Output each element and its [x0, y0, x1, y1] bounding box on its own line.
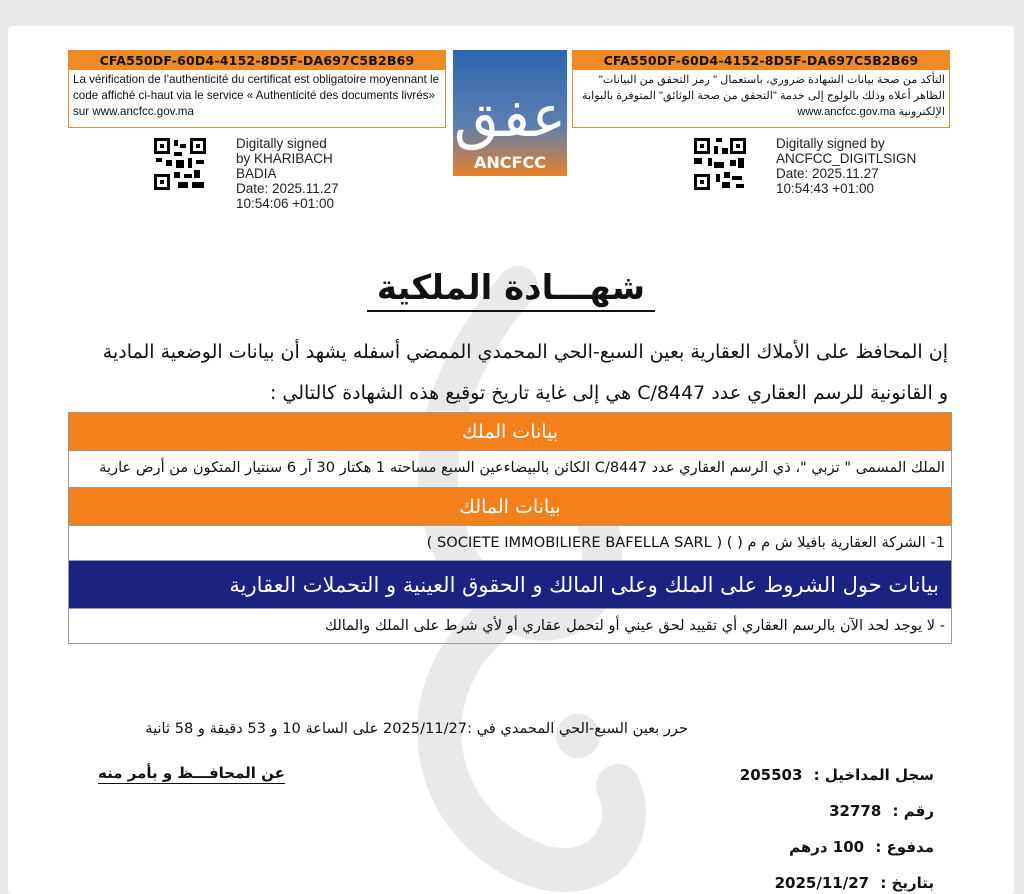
certificate-page	[8, 26, 1014, 894]
receipt-meta	[740, 762, 934, 894]
conditions-text: - لا يوجد لحد الآن بالرسم العقاري أي تقييد لحق عيني أو لتحمل عقاري أو لأي شرط على الملك والمالك	[325, 617, 945, 634]
logo-arabic-mark: عفق	[453, 82, 567, 150]
property-text: الملك المسمى " تزبي "، ذي الرسم العقاري عدد C/8447 الكائن بالبيضاءعين السبع مساحته 1 هكتار 30 آر 6 سنتيار المتكون من أرض عارية	[69, 451, 951, 488]
paid-row: مدفوع : 100 درهم	[789, 838, 934, 856]
page-title: شهـــادة الملكية	[8, 268, 1014, 308]
signature-text-1: Digitally signed by KHARIBACH BADIA Date: 2025.11.27 10:54:06 +01:00	[236, 136, 339, 211]
logo-text: ANCFCC	[474, 153, 546, 172]
verification-code: CFA550DF-60D4-4152-8D5F-DA697C5B2B69	[69, 51, 445, 70]
issued-statement: حرر بعين السبع-الحي المحمدي في :2025/11/27 على الساعة 10 و 53 دقيقة و 58 ثانية	[145, 720, 688, 737]
signer-label: عن المحافـــظ و بأمر منه	[98, 764, 285, 782]
digital-signature-2	[694, 136, 916, 196]
signature-text-2: Digitally signed by ANCFCC_DIGITLSIGN Date: 2025.11.27 10:54:43 +01:00	[776, 136, 917, 196]
property-heading: بيانات الملك	[69, 413, 951, 451]
digital-signature-1	[154, 136, 339, 211]
verification-text-ar: التأكد من صحة بيانات الشهادة ضروري، باستعمال " رمز التحقق من البيانات" الظاهر أعلاه وذلك بالولوج إلى خدمة "التحقق من صحة الوثائق" المتوفرة بالبوابة الإلكترونية www.ancfcc.gov.ma	[581, 74, 945, 118]
qr-code-icon	[694, 138, 746, 190]
conditions-heading: بيانات حول الشروط على الملك وعلى المالك و الحقوق العينية و التحملات العقارية	[69, 561, 951, 609]
qr-code-icon	[154, 138, 206, 190]
verification-code-ar: CFA550DF-60D4-4152-8D5F-DA697C5B2B69	[573, 51, 949, 70]
owner-heading: بيانات المالك	[69, 488, 951, 526]
register-row: سجل المداخيل : 205503	[739, 766, 934, 784]
number-row: رقم : 32778	[829, 802, 934, 820]
intro-paragraph: إن المحافظ على الأملاك العقارية بعين السبع-الحي المحمدي الممضي أسفله يشهد أن بيانات الوضعية المادية و القانونية للرسم العقاري عدد C/8447 هي إلى غاية تاريخ توقيع هذه الشهادة كالتالي :	[102, 341, 948, 404]
owner-text: 1- الشركة العقارية بافيلا ش م م ( ) ( SOCIETE IMMOBILIERE BAFELLA SARL )	[69, 526, 951, 561]
certificate-table	[68, 412, 952, 644]
verification-box-fr	[68, 50, 446, 128]
verification-text-fr: La vérification de l’authenticité du certificat est obligatoire moyennant le code affiché ci-haut via le service « Authenticité des documents livrés» sur www.ancfcc.gov.ma	[73, 73, 440, 118]
date-row: بتاريخ : 2025/11/27	[774, 874, 934, 892]
ancfcc-logo	[453, 50, 567, 176]
verification-box-ar	[572, 50, 950, 128]
